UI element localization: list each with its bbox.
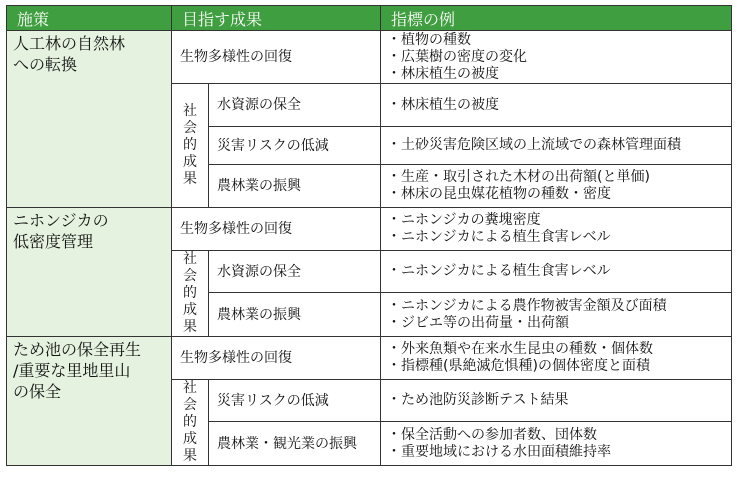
policy-text: ニホンジカの <box>13 211 109 230</box>
indicator-item: ・重要地域における水田面積維持率 <box>387 443 612 460</box>
policy-text: への転換 <box>13 55 78 74</box>
policy-text: 人工林の自然林 <box>13 34 126 53</box>
indicator-item: ・ため池防災診断テスト結果 <box>387 392 569 409</box>
indicator-cell <box>381 84 732 127</box>
outcome-cell: 農林業の振興 <box>209 165 381 208</box>
indicator-item: ・林床の昆虫媒花植物の種数・密度 <box>387 186 612 202</box>
indicator-item: ・指標種(県絶滅危惧種)の個体密度と面積 <box>387 358 650 374</box>
policy-cell <box>7 208 172 337</box>
indicator-item: ・土砂災害危険区域の上流域での森林管理面積 <box>387 137 682 153</box>
indicator-cell <box>381 127 732 165</box>
policy-text: /重要な里地里山 <box>13 361 131 380</box>
policy-text: ため池の保全再生 <box>13 340 142 359</box>
indicator-item: ・生産・取引された木材の出荷額(と単価) <box>387 169 650 185</box>
table-row <box>7 31 732 84</box>
outcome-cell: 水資源の保全 <box>209 251 381 293</box>
policy-text: 低密度管理 <box>13 232 94 251</box>
outcome-cell: 生物多様性の回復 <box>172 31 381 84</box>
indicator-item: ・広葉樹の密度の変化 <box>387 48 528 65</box>
indicator-item: ・保全活動への参加者数、団体数 <box>387 426 598 443</box>
indicator-item: ・林床植生の被度 <box>387 65 500 82</box>
header-indicator: 指標の例 <box>381 6 732 31</box>
indicator-cell <box>381 380 732 422</box>
indicator-item: ・植物の種数 <box>387 31 472 48</box>
policy-cell <box>7 337 172 466</box>
indicator-cell <box>381 422 732 466</box>
table-row <box>7 208 732 251</box>
indicator-item: ・ニホンジカによる植生食害レベル <box>387 263 611 280</box>
indicator-cell <box>381 165 732 208</box>
social-outcome-label: 社 会 的 成 果 <box>172 84 209 208</box>
outcome-cell: 水資源の保全 <box>209 84 381 127</box>
indicator-cell <box>381 293 732 337</box>
indicator-item: ・ジビエ等の出荷量・出荷額 <box>387 314 570 331</box>
header-policy: 施策 <box>7 6 172 31</box>
header-outcome: 目指す成果 <box>172 6 381 31</box>
outcome-cell: 農林業の振興 <box>209 293 381 337</box>
social-outcome-label: 社 会 的 成 果 <box>172 251 209 337</box>
indicator-cell <box>381 31 732 84</box>
outcome-cell: 災害リスクの低減 <box>209 380 381 422</box>
outcome-cell: 生物多様性の回復 <box>172 337 381 380</box>
outcome-cell: 農林業・観光業の振興 <box>209 422 381 466</box>
table-row <box>7 337 732 380</box>
social-outcome-label: 社 会 的 成 果 <box>172 380 209 466</box>
policy-text: の保全 <box>13 382 62 401</box>
policy-cell <box>7 31 172 208</box>
outcome-cell: 災害リスクの低減 <box>209 127 381 165</box>
policy-outcome-table <box>6 5 732 466</box>
indicator-item: ・ニホンジカによる農作物被害金額及び面積 <box>387 297 667 314</box>
outcome-cell: 生物多様性の回復 <box>172 208 381 251</box>
indicator-cell <box>381 337 732 380</box>
indicator-item: ・ニホンジカによる植生食害レベル <box>387 229 611 245</box>
indicator-item: ・林床植生の被度 <box>387 96 500 113</box>
indicator-cell <box>381 251 732 293</box>
indicator-item: ・ニホンジカの糞塊密度 <box>387 212 541 228</box>
indicator-cell <box>381 208 732 251</box>
indicator-item: ・外来魚類や在来水生昆虫の種数・個体数 <box>387 341 654 357</box>
header-row <box>7 6 732 31</box>
